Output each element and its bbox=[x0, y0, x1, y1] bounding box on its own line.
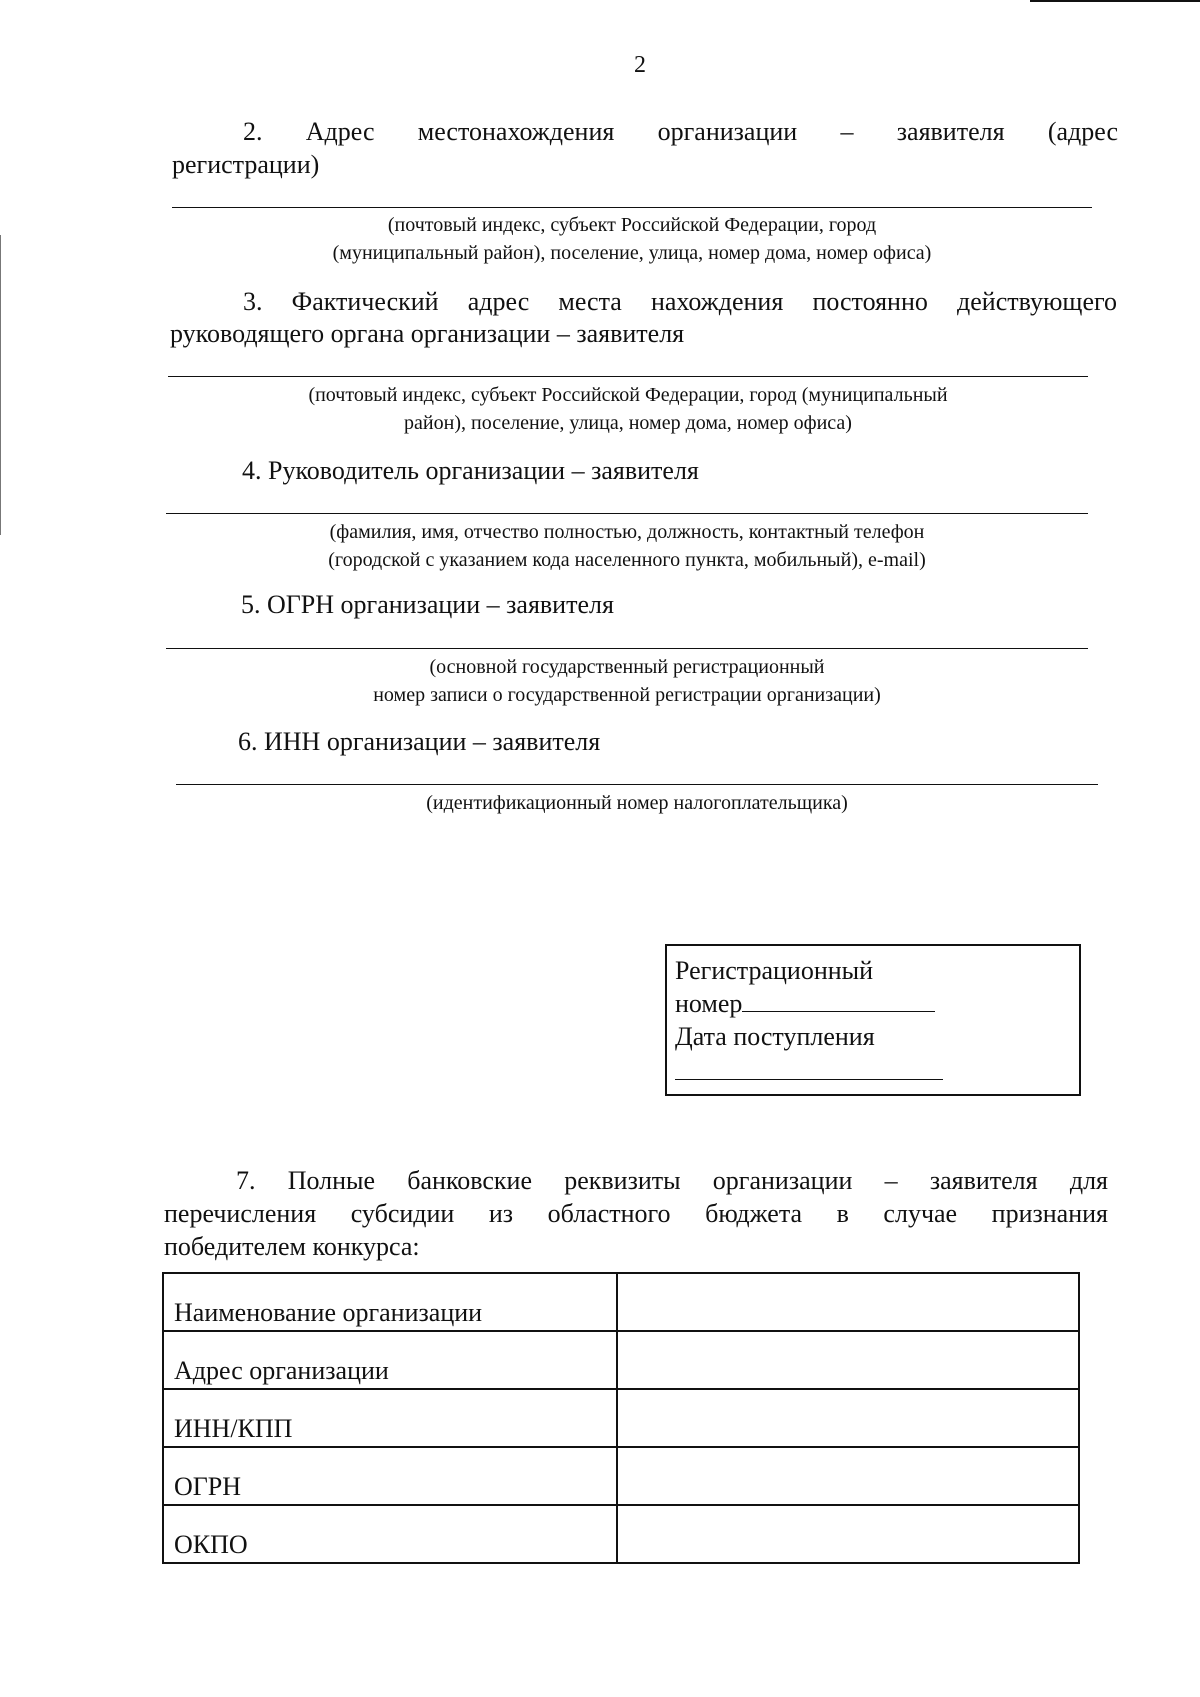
item-2-line1: 2. Адрес местонахождения организации – заявителя (адрес bbox=[243, 117, 1118, 146]
table-row bbox=[163, 1447, 1079, 1505]
registration-box bbox=[665, 944, 1081, 1096]
item-3-line1: 3. Фактический адрес места нахождения постоянно действующего bbox=[243, 287, 1117, 316]
row-label-okpo: ОКПО bbox=[163, 1505, 617, 1563]
left-scan-edge bbox=[0, 235, 1, 535]
table-row bbox=[163, 1505, 1079, 1563]
item-7-line2: перечисления субсидии из областного бюджета в случае признания bbox=[164, 1199, 1108, 1228]
item-6-caption1: (идентификационный номер налогоплательщика) bbox=[426, 792, 848, 814]
item-6-fill-line[interactable] bbox=[176, 784, 1098, 785]
registration-label: Регистрационный bbox=[675, 956, 874, 985]
item-2-line2: регистрации) bbox=[172, 150, 320, 179]
item-2-caption2: (муниципальный район), поселение, улица, номер дома, номер офиса) bbox=[332, 242, 932, 264]
item-5-fill-line[interactable] bbox=[166, 648, 1088, 649]
item-4-fill-line[interactable] bbox=[166, 513, 1088, 514]
table-row bbox=[163, 1331, 1079, 1389]
item-4-caption2: (городской с указанием кода населенного пункта, мобильный), e-mail) bbox=[328, 549, 926, 571]
row-value-okpo[interactable] bbox=[617, 1505, 1079, 1563]
item-2-fill-line[interactable] bbox=[172, 207, 1092, 208]
item-3-line2: руководящего органа организации – заявителя bbox=[170, 319, 685, 348]
table-row bbox=[163, 1273, 1079, 1331]
row-value-inn-kpp[interactable] bbox=[617, 1389, 1079, 1447]
page-number: 2 bbox=[634, 52, 646, 78]
row-value-ogrn[interactable] bbox=[617, 1447, 1079, 1505]
row-label-ogrn: ОГРН bbox=[163, 1447, 617, 1505]
item-5-caption2: номер записи о государственной регистрации организации) bbox=[373, 684, 881, 706]
item-2-caption1: (почтовый индекс, субъект Российской Федерации, город bbox=[387, 214, 877, 236]
row-value-address[interactable] bbox=[617, 1331, 1079, 1389]
item-5-caption1: (основной государственный регистрационный bbox=[429, 656, 825, 678]
registration-date-field[interactable] bbox=[675, 1053, 943, 1080]
registration-number-row bbox=[675, 987, 1071, 1020]
item-5-line1: 5. ОГРН организации – заявителя bbox=[241, 590, 614, 619]
registration-number-field[interactable] bbox=[742, 1011, 935, 1012]
item-3-caption1: (почтовый индекс, субъект Российской Федерации, город (муниципальный bbox=[308, 384, 948, 406]
item-4-caption1: (фамилия, имя, отчество полностью, должность, контактный телефон bbox=[329, 521, 925, 543]
item-6-line1: 6. ИНН организации – заявителя bbox=[238, 727, 601, 756]
table-row bbox=[163, 1389, 1079, 1447]
item-4-line1: 4. Руководитель организации – заявителя bbox=[242, 456, 699, 485]
top-edge-bar bbox=[1030, 0, 1200, 2]
registration-date-row bbox=[675, 1053, 1071, 1086]
row-label-inn-kpp: ИНН/КПП bbox=[163, 1389, 617, 1447]
item-3-fill-line[interactable] bbox=[168, 376, 1088, 377]
registration-number-label: номер bbox=[675, 989, 743, 1018]
item-7-line1: 7. Полные банковские реквизиты организации – заявителя для bbox=[236, 1166, 1108, 1195]
row-label-name: Наименование организации bbox=[163, 1273, 617, 1331]
item-3-caption2: район), поселение, улица, номер дома, номер офиса) bbox=[404, 412, 852, 434]
row-value-name[interactable] bbox=[617, 1273, 1079, 1331]
item-7-line3: победителем конкурса: bbox=[164, 1232, 420, 1261]
bank-details-table bbox=[162, 1272, 1080, 1564]
row-label-address: Адрес организации bbox=[163, 1331, 617, 1389]
registration-date-label: Дата поступления bbox=[675, 1022, 875, 1051]
